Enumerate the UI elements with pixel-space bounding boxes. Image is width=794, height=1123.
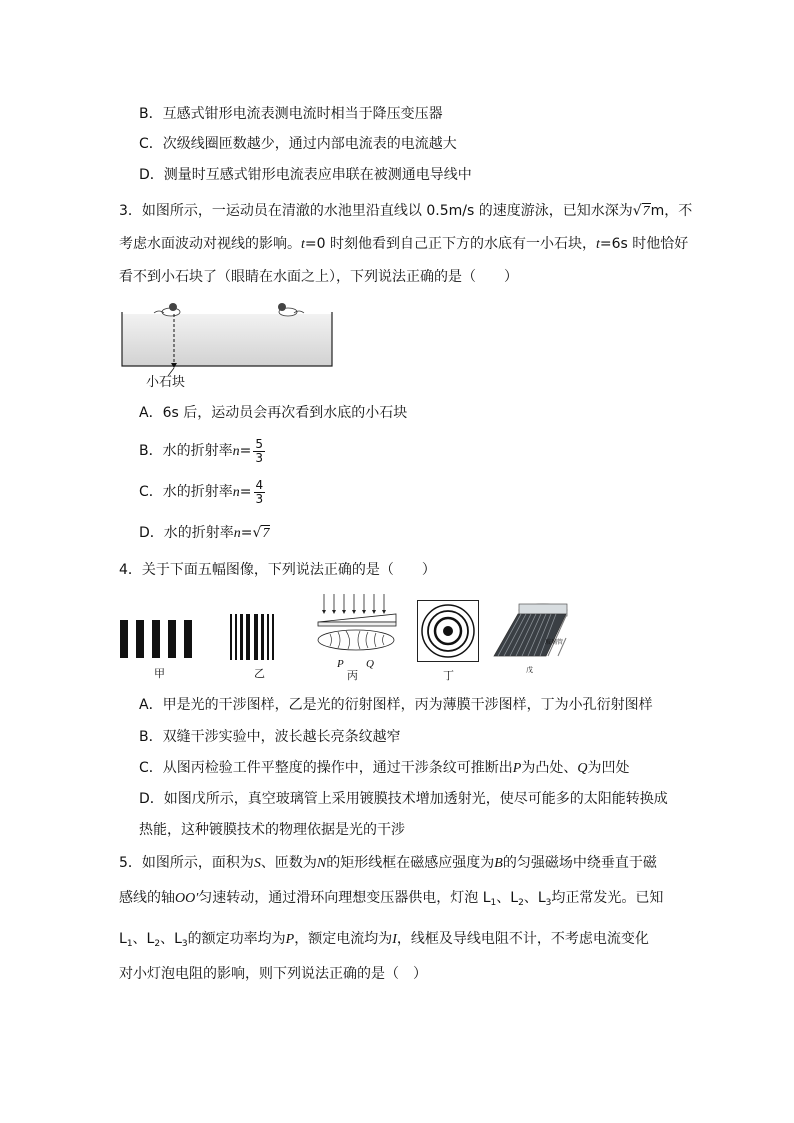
q2-option-c: C．次级线圈匝数越少，通过内部电流表的电流越大 (139, 136, 457, 152)
label-ding: 丁 (443, 669, 454, 682)
label-q: Q (366, 658, 374, 670)
q4-option-c: C．从图丙检验工件平整度的操作中，通过干涉条纹可推断出P为凸处、Q为凹处 (139, 760, 630, 776)
q4-option-a: A．甲是光的干涉图样，乙是光的衍射图样，丙为薄膜干涉图样，丁为小孔衍射图样 (139, 697, 653, 713)
label-jia: 甲 (154, 667, 165, 680)
figure-wu-solar-heater (488, 598, 572, 664)
heater-label: 玻璃管 (545, 639, 564, 646)
sqrt-symbol: √7 (252, 525, 270, 541)
q5-stem-line1: 5．如图所示，面积为S、匝数为N的矩形线框在磁感应强度为B的匀强磁场中绕垂直于磁 (119, 855, 657, 871)
q3-stem-line1: 3．如图所示，一运动员在清澈的水池里沿直线以 0.5m/s 的速度游泳，已知水深为√7m，不 (119, 201, 692, 222)
solar-tubes-icon (494, 614, 566, 656)
label-yi: 乙 (254, 667, 265, 680)
figure-bing-wedge (310, 592, 402, 670)
q2-option-b: B．互感式钳形电流表测电流时相当于降压变压器 (139, 106, 443, 122)
label-p: P (337, 658, 344, 670)
q4-option-d-line2: 热能，这种镀膜技术的物理依据是光的干涉 (139, 822, 405, 838)
stone-label: 小石块 (146, 375, 186, 390)
q4-option-b: B．双缝干涉实验中，波长越长亮条纹越窄 (139, 729, 401, 745)
fraction: $\frac{5}{3}$ (255, 436, 263, 465)
figure-yi-diffraction (230, 614, 274, 660)
figure-ding-rings (417, 600, 479, 662)
water-body (122, 314, 332, 366)
q4-stem: 4．关于下面五幅图像，下列说法正确的是（ ） (119, 562, 436, 578)
figure-jia-fringes (120, 620, 200, 658)
q4-option-d-line1: D．如图戊所示，真空玻璃管上采用镀膜技术增加透射光，使尽可能多的太阳能转换成 (139, 791, 668, 807)
sqrt-symbol: √7 (632, 203, 650, 219)
q2-option-d: D．测量时互感式钳形电流表应串联在被测通电导线中 (139, 167, 472, 183)
glass-wedge (318, 614, 396, 622)
label-bing: 丙 (347, 669, 358, 682)
q5-stem-line2: 感线的轴OO′匀速转动，通过滑环向理想变压器供电，灯泡 $L_1$、$L_2$、$L_3$均正常发光。已知 (119, 890, 664, 908)
fraction: $\frac{4}{3}$ (255, 477, 264, 506)
q3-option-a: A．6s 后，运动员会再次看到水底的小石块 (139, 405, 408, 421)
q3-stem-line3: 看不到小石块了（眼睛在水面之上），下列说法正确的是（ ） (119, 269, 518, 285)
q3-option-d: D．水的折射率n=√7 (139, 523, 270, 544)
q3-option-b: B．水的折射率n= $\frac{5}{3}$ (139, 436, 263, 465)
q5-stem-line4: 对小灯泡电阻的影响，则下列说法正确的是（ ） (119, 966, 427, 982)
q3-stem-line2: 考虑水面波动对视线的影响。t=0 时刻他看到自己正下方的水底有一小石块，t=6s 时他恰好 (119, 236, 689, 252)
label-wu: 戊 (526, 666, 533, 674)
q5-stem-line3: $L_1$、$L_2$、$L_3$的额定功率均为P，额定电流均为I，线框及导线电阻不计，不考虑电流变化 (119, 931, 649, 949)
q3-option-c: C．水的折射率n= $\frac{4}{3}$ (139, 477, 264, 506)
